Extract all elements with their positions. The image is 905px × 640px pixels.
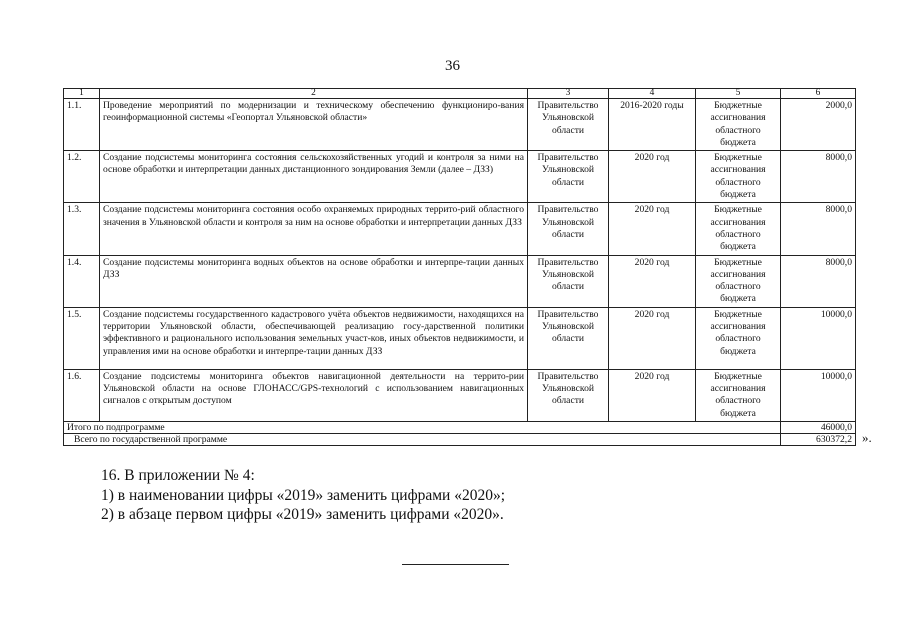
row-source: Бюджетные ассигнования областного бюджета	[696, 151, 781, 203]
amendment-text	[101, 466, 505, 525]
page-number: 36	[445, 58, 460, 74]
column-header: 4	[609, 89, 696, 99]
table-header-row	[64, 89, 856, 99]
table-row	[64, 99, 856, 151]
row-name: Создание подсистемы мониторинга водных объектов на основе обработки и интерпре-тации данных ДЗЗ	[100, 255, 528, 307]
row-amount: 8000,0	[781, 151, 856, 203]
row-source: Бюджетные ассигнования областного бюджета	[696, 99, 781, 151]
row-executor: Правительство Ульяновской области	[528, 99, 609, 151]
column-header: 6	[781, 89, 856, 99]
column-header: 3	[528, 89, 609, 99]
subtotal-value: 46000,0	[781, 421, 856, 433]
row-period: 2020 год	[609, 151, 696, 203]
row-amount: 10000,0	[781, 307, 856, 369]
row-source: Бюджетные ассигнования областного бюджета	[696, 255, 781, 307]
row-period: 2020 год	[609, 369, 696, 421]
row-number: 1.6.	[64, 369, 100, 421]
closing-quote-mark: ».	[862, 430, 872, 445]
row-executor: Правительство Ульяновской области	[528, 151, 609, 203]
row-number: 1.4.	[64, 255, 100, 307]
row-amount: 10000,0	[781, 369, 856, 421]
column-header: 1	[64, 89, 100, 99]
row-name: Создание подсистемы мониторинга состояния сельскохозяйственных угодий и контроля за ними на основе обработки и интерпретации данных дистанционного зондирования Земли (далее – ДЗЗ)	[100, 151, 528, 203]
total-label: Всего по государственной программе	[64, 433, 781, 445]
column-header: 5	[696, 89, 781, 99]
row-name: Проведение мероприятий по модернизации и техническому обеспечению функциониро-вания геоинформационной системы «Геопортал Ульяновской области»	[100, 99, 528, 151]
column-header: 2	[100, 89, 528, 99]
row-period: 2020 год	[609, 307, 696, 369]
program-table	[63, 88, 856, 446]
row-source: Бюджетные ассигнования областного бюджета	[696, 203, 781, 255]
row-number: 1.2.	[64, 151, 100, 203]
row-source: Бюджетные ассигнования областного бюджета	[696, 307, 781, 369]
row-name: Создание подсистемы государственного кадастрового учёта объектов недвижимости, находящихся на территории Ульяновской области, обеспечивающей реализацию госу-дарственной политики эффективного и рационального использования земельных участ-ков, иных объектов недвижимости, и управления ими на основе обработки и интерпре-тации данных ДЗЗ	[100, 307, 528, 369]
row-executor: Правительство Ульяновской области	[528, 307, 609, 369]
table-row	[64, 307, 856, 369]
row-number: 1.5.	[64, 307, 100, 369]
total-value: 630372,2	[781, 433, 856, 445]
row-period: 2020 год	[609, 255, 696, 307]
row-amount: 8000,0	[781, 203, 856, 255]
row-number: 1.3.	[64, 203, 100, 255]
grand-total-row	[64, 433, 856, 445]
separator-line	[402, 564, 509, 565]
row-period: 2020 год	[609, 203, 696, 255]
row-executor: Правительство Ульяновской области	[528, 255, 609, 307]
row-source: Бюджетные ассигнования областного бюджета	[696, 369, 781, 421]
row-name: Создание подсистемы мониторинга объектов навигационной деятельности на террито-рии Ульяновской области на основе ГЛОНАСС/GPS-технологий с использованием навигационных сигналов с открытым доступом	[100, 369, 528, 421]
row-amount: 8000,0	[781, 255, 856, 307]
subtotal-row	[64, 421, 856, 433]
row-number: 1.1.	[64, 99, 100, 151]
row-name: Создание подсистемы мониторинга состояния особо охраняемых природных террито-рий областного значения в Ульяновской области и контроля за ним на основе обработки и интерпретации данных ДЗЗ	[100, 203, 528, 255]
table-row	[64, 255, 856, 307]
row-period: 2016-2020 годы	[609, 99, 696, 151]
amendment-item-2: 2) в абзаце первом цифры «2019» заменить цифрами «2020».	[101, 506, 504, 523]
table-row	[64, 203, 856, 255]
table-row	[64, 369, 856, 421]
table-row	[64, 151, 856, 203]
subtotal-label: Итого по подпрограмме	[64, 421, 781, 433]
row-executor: Правительство Ульяновской области	[528, 203, 609, 255]
row-amount: 2000,0	[781, 99, 856, 151]
amendment-item-1: 1) в наименовании цифры «2019» заменить цифрами «2020»;	[101, 486, 506, 504]
amendment-heading: 16. В приложении № 4:	[101, 467, 255, 484]
row-executor: Правительство Ульяновской области	[528, 369, 609, 421]
